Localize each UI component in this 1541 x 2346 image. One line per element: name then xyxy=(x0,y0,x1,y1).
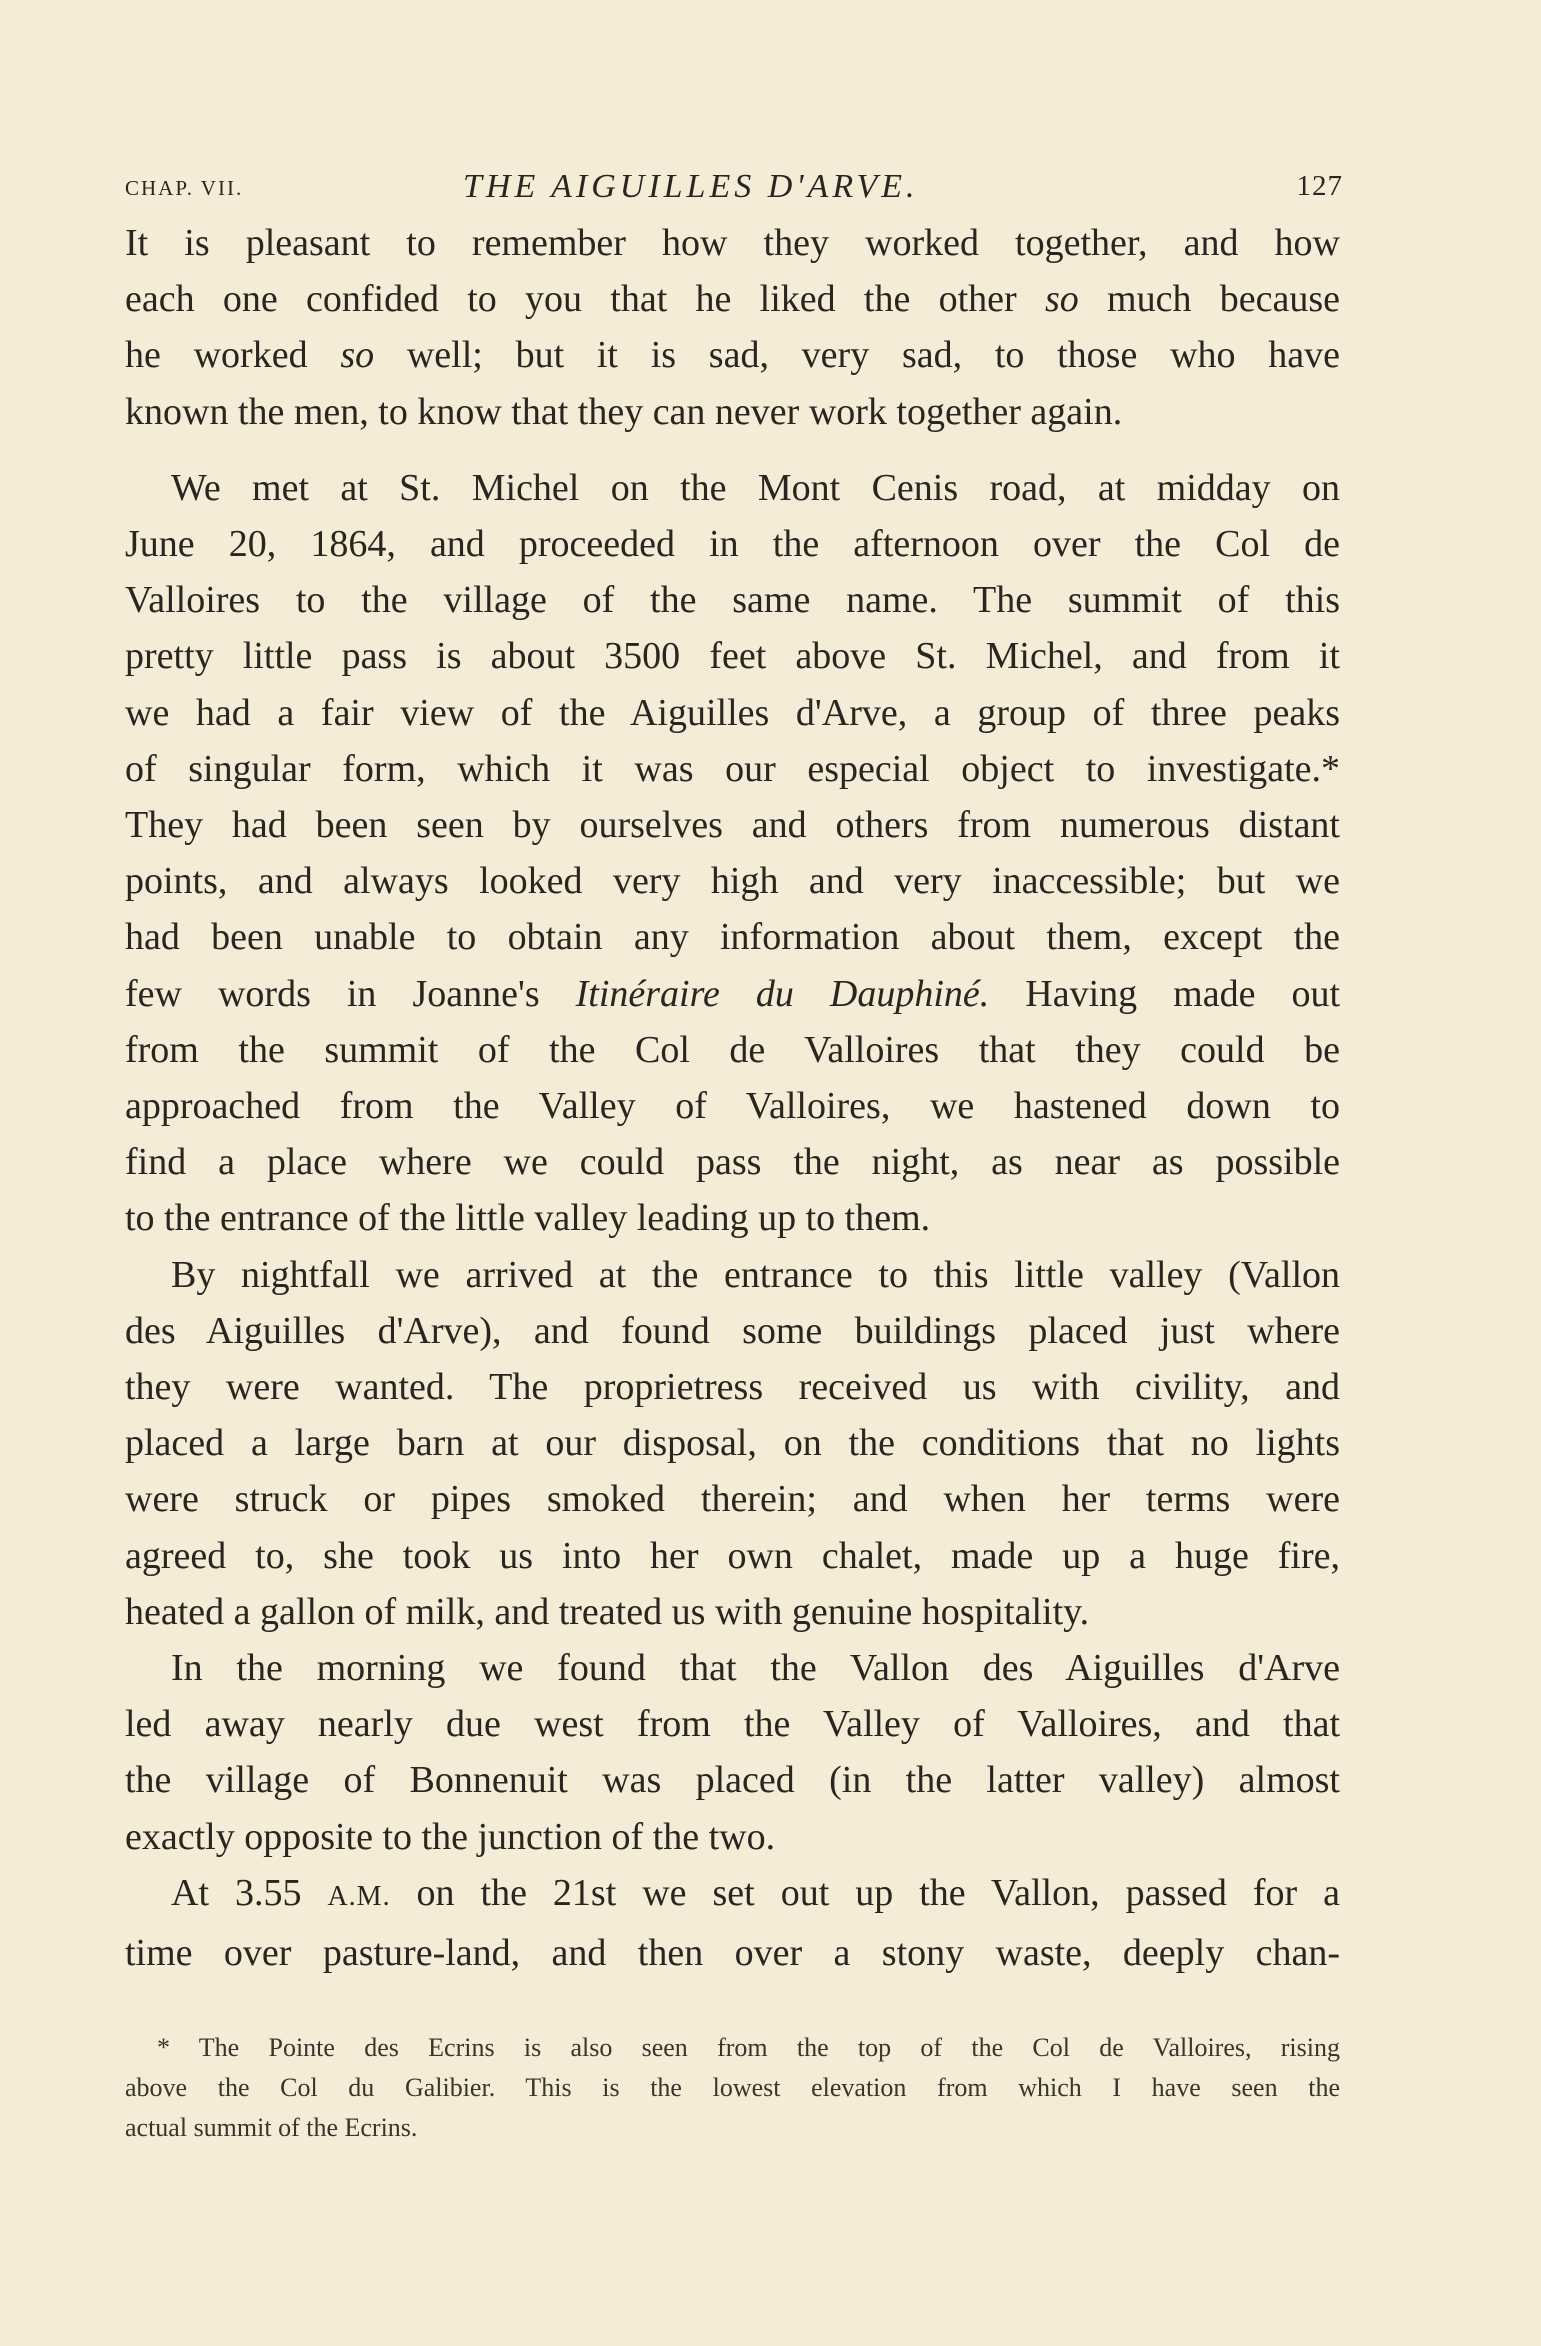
small-caps-time: A.M. xyxy=(327,1880,391,1912)
paragraph-3 xyxy=(125,1247,1340,1640)
book-title: Itinéraire du Dauphiné. xyxy=(575,972,990,1015)
paragraph-1 xyxy=(125,215,1340,440)
footnote xyxy=(125,2028,1340,2148)
text-line: to the entrance of the little valley leading up to them. xyxy=(125,1197,931,1240)
emphasis: so xyxy=(340,334,375,377)
paragraph-5 xyxy=(125,1865,1340,1981)
text-line: They had been seen by ourselves and others from numerous distant xyxy=(125,804,1340,847)
text-line: had been unable to obtain any information about them, except the xyxy=(125,916,1340,959)
paragraph-4 xyxy=(125,1640,1340,1865)
text-line: he worked so well; but it is sad, very sad, to those who have xyxy=(125,334,1340,377)
text-line: were struck or pipes smoked therein; and when her terms were xyxy=(125,1478,1340,1521)
text-line: In the morning we found that the Vallon des Aiguilles d'Arve xyxy=(171,1647,1340,1690)
text-line: placed a large barn at our disposal, on the conditions that no lights xyxy=(125,1422,1340,1465)
text-line: At 3.55 A.M. on the 21st we set out up the Vallon, passed for a xyxy=(171,1871,1341,1914)
text-line: June 20, 1864, and proceeded in the afternoon over the Col de xyxy=(125,523,1340,566)
text-line: of singular form, which it was our especial object to investigate.* xyxy=(125,747,1340,790)
text-line: the village of Bonnenuit was placed (in the latter valley) almost xyxy=(125,1759,1340,1802)
text-line: we had a fair view of the Aiguilles d'Arve, a group of three peaks xyxy=(125,691,1340,734)
text-line: It is pleasant to remember how they worked together, and how xyxy=(125,222,1340,264)
text-line: time over pasture-land, and then over a stony waste, deeply chan- xyxy=(125,1932,1340,1975)
text-line: approached from the Valley of Valloires, we hastened down to xyxy=(125,1085,1340,1128)
text-line: By nightfall we arrived at the entrance to this little valley (Vallon xyxy=(171,1253,1340,1296)
text-line: led away nearly due west from the Valley of Valloires, and that xyxy=(125,1703,1340,1746)
text-line: agreed to, she took us into her own chalet, made up a huge fire, xyxy=(125,1534,1340,1577)
running-header xyxy=(125,168,1343,208)
text-line: points, and always looked very high and very inaccessible; but we xyxy=(125,860,1340,903)
text-line: heated a gallon of milk, and treated us with genuine hospitality. xyxy=(125,1590,1090,1633)
text-line: exactly opposite to the junction of the two. xyxy=(125,1815,776,1858)
body-text xyxy=(125,215,1340,1981)
text-line: few words in Joanne's Itinéraire du Dauphiné. Having made out xyxy=(125,972,1341,1015)
page-number: 127 xyxy=(1296,170,1343,202)
footnote-line: actual summit of the Ecrins. xyxy=(125,2113,418,2142)
emphasis: so xyxy=(1044,278,1079,321)
text-line: find a place where we could pass the night, as near as possible xyxy=(125,1141,1340,1184)
footnote-line: * The Pointe des Ecrins is also seen from the top of the Col de Valloires, rising xyxy=(157,2033,1340,2062)
footnote-line: above the Col du Galibier. This is the lowest elevation from which I have seen the xyxy=(125,2073,1340,2102)
text-line: pretty little pass is about 3500 feet above St. Michel, and from it xyxy=(125,635,1340,678)
text-line: known the men, to know that they can never work together again. xyxy=(125,390,1123,433)
text-line: each one confided to you that he liked the other so much because xyxy=(125,278,1340,321)
text-line: We met at St. Michel on the Mont Cenis road, at midday on xyxy=(171,466,1340,509)
paragraph-2 xyxy=(125,460,1340,1247)
paragraph-gap xyxy=(125,440,1340,460)
chapter-label: CHAP. VII. xyxy=(125,176,244,200)
running-title: THE AIGUILLES D'ARVE. xyxy=(463,168,919,205)
text-line: they were wanted. The proprietress received us with civility, and xyxy=(125,1366,1340,1409)
text-line: des Aiguilles d'Arve), and found some buildings placed just where xyxy=(125,1309,1340,1352)
text-line: from the summit of the Col de Valloires that they could be xyxy=(125,1028,1340,1071)
text-line: Valloires to the village of the same name. The summit of this xyxy=(125,579,1340,622)
